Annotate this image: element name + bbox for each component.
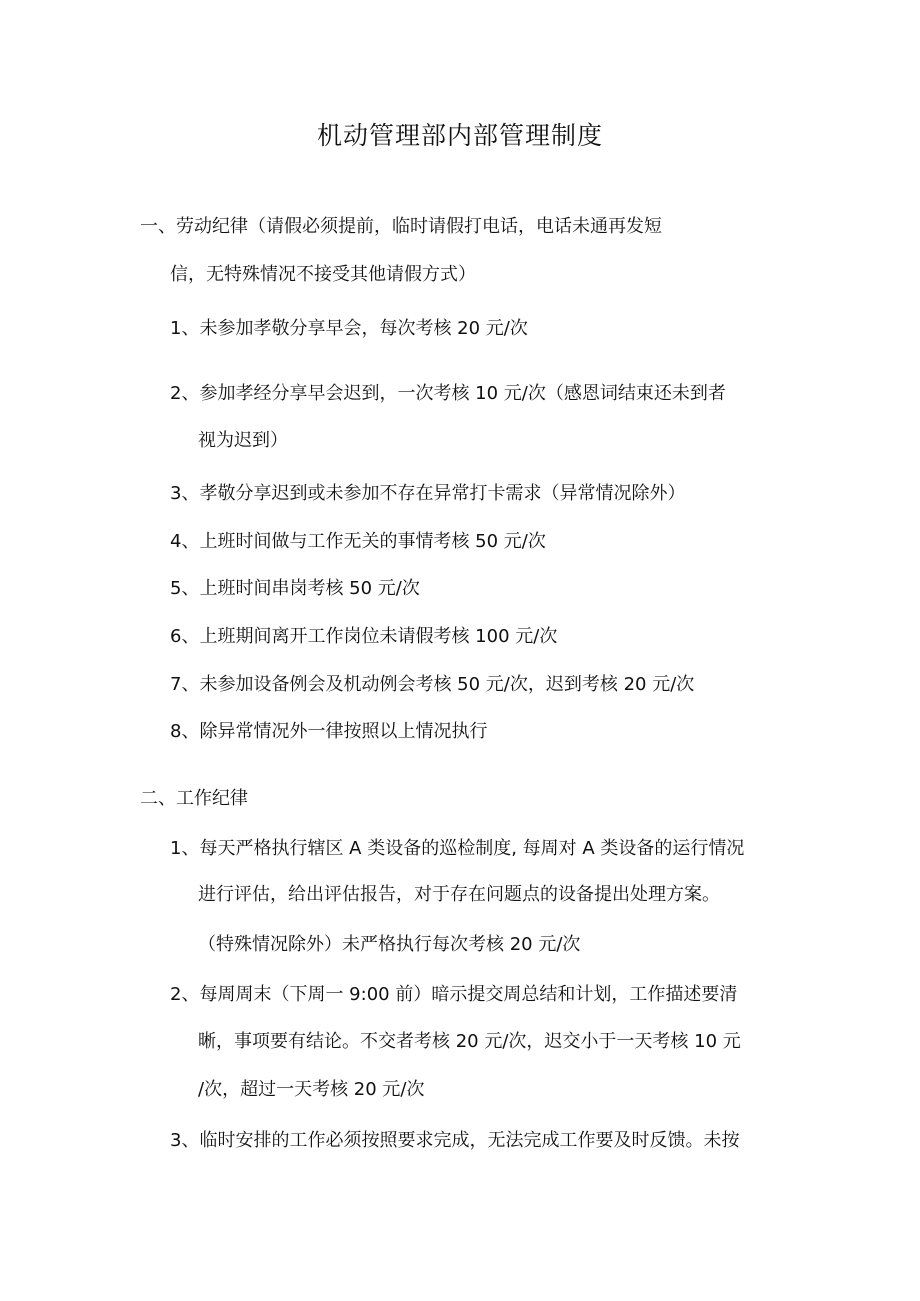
section-1-item-2-line-2: 视为迟到） bbox=[198, 430, 288, 451]
document-title: 机动管理部内部管理制度 bbox=[316, 121, 603, 150]
section-1-item-7: 7、未参加设备例会及机动例会考核 50 元/次，迟到考核 20 元/次 bbox=[170, 674, 695, 695]
section-2-item-2-line-3: /次，超过一天考核 20 元/次 bbox=[198, 1079, 425, 1100]
section-1-heading-line-1: 一、劳动纪律（请假必须提前，临时请假打电话，电话未通再发短 bbox=[140, 216, 662, 237]
section-1-heading-line-2: 信，无特殊情况不接受其他请假方式） bbox=[170, 264, 476, 285]
section-2-item-2-line-1: 2、每周周末（下周一 9:00 前）暗示提交周总结和计划，工作描述要清 bbox=[170, 984, 738, 1005]
section-1-item-2-line-1: 2、参加孝经分享早会迟到，一次考核 10 元/次（感恩词结束还未到者 bbox=[170, 383, 726, 404]
section-1-item-6: 6、上班期间离开工作岗位未请假考核 100 元/次 bbox=[170, 626, 558, 647]
section-2-item-3-line-1: 3、临时安排的工作必须按照要求完成，无法完成工作要及时反馈。未按 bbox=[170, 1130, 740, 1151]
section-2-item-1-line-3: （特殊情况除外）未严格执行每次考核 20 元/次 bbox=[198, 934, 581, 955]
section-2-item-2-line-2: 晰，事项要有结论。不交者考核 20 元/次，迟交小于一天考核 10 元 bbox=[198, 1031, 741, 1052]
section-2-item-1-line-1: 1、每天严格执行辖区 A 类设备的巡检制度, 每周对 A 类设备的运行情况 bbox=[170, 838, 745, 859]
section-2-item-1-line-2: 进行评估，给出评估报告，对于存在问题点的设备提出处理方案。 bbox=[198, 884, 720, 905]
section-1-item-1: 1、未参加孝敬分享早会，每次考核 20 元/次 bbox=[170, 318, 528, 339]
section-1-item-4: 4、上班时间做与工作无关的事情考核 50 元/次 bbox=[170, 531, 546, 552]
section-2-heading: 二、工作纪律 bbox=[140, 788, 248, 809]
section-1-item-8: 8、除异常情况外一律按照以上情况执行 bbox=[170, 721, 488, 742]
section-1-item-3: 3、孝敬分享迟到或未参加不存在异常打卡需求（异常情况除外） bbox=[170, 483, 686, 504]
section-1-item-5: 5、上班时间串岗考核 50 元/次 bbox=[170, 578, 420, 599]
